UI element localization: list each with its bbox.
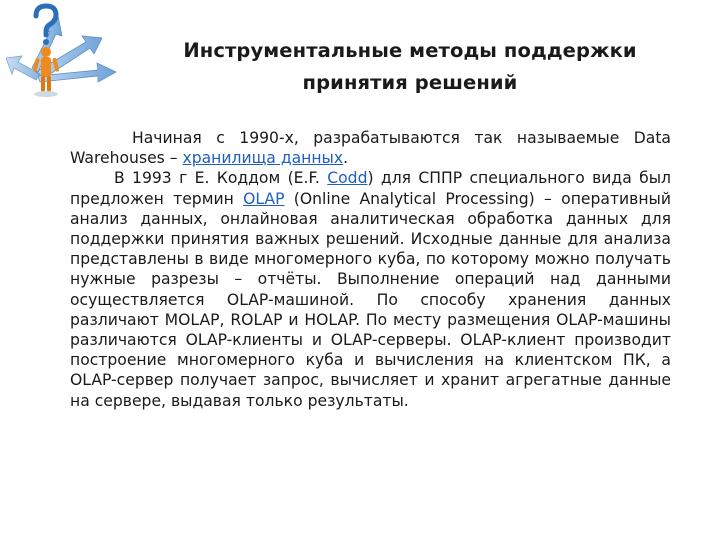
paragraph-1-end: . xyxy=(343,149,349,168)
title-line-2: принятия решений xyxy=(302,71,518,94)
paragraph-2-part-2: ) для СППР специального вида был предложен термин xyxy=(70,169,672,208)
paragraph-1-text: Начиная с 1990-х, разрабатываются так называемые Data Warehouses – xyxy=(70,129,671,168)
link-data-warehouses[interactable]: хранилища данных xyxy=(182,149,344,168)
paragraph-2 xyxy=(70,168,671,410)
title-line-1: Инструментальные методы поддержки xyxy=(183,39,637,62)
link-codd[interactable]: Codd xyxy=(327,169,368,188)
body-text xyxy=(70,128,671,411)
paragraph-2-part-3: (Online Analytical Processing) – оперативный анализ данных, онлайновая аналитическая обработка данных для поддержки принятия важных решений. Исходные данные для анализа представлены в виде многомерного куба, по которому можно получать нужные разрезы – отчёты. Выполнение операций над данными осуществляется OLAP-машиной. По способу хранения данных различают MOLAP, ROLAP и HOLAP. По месту размещения OLAP-машины различаются OLAP-клиенты и OLAP-серверы. OLAP-клиент производит построение многомерного куба и вычисления на клиентском ПК, а OLAP-сервер получает запрос, вычисляет и хранит агрегатные данные на сервере, выдавая только результаты. xyxy=(70,189,671,410)
paragraph-2-part-1: В 1993 г Е. Коддом (E.F. xyxy=(114,169,328,188)
question-figure-crossroads-icon xyxy=(6,2,122,102)
paragraph-1 xyxy=(70,128,671,168)
page-title xyxy=(140,35,680,99)
link-olap[interactable]: OLAP xyxy=(243,189,285,208)
